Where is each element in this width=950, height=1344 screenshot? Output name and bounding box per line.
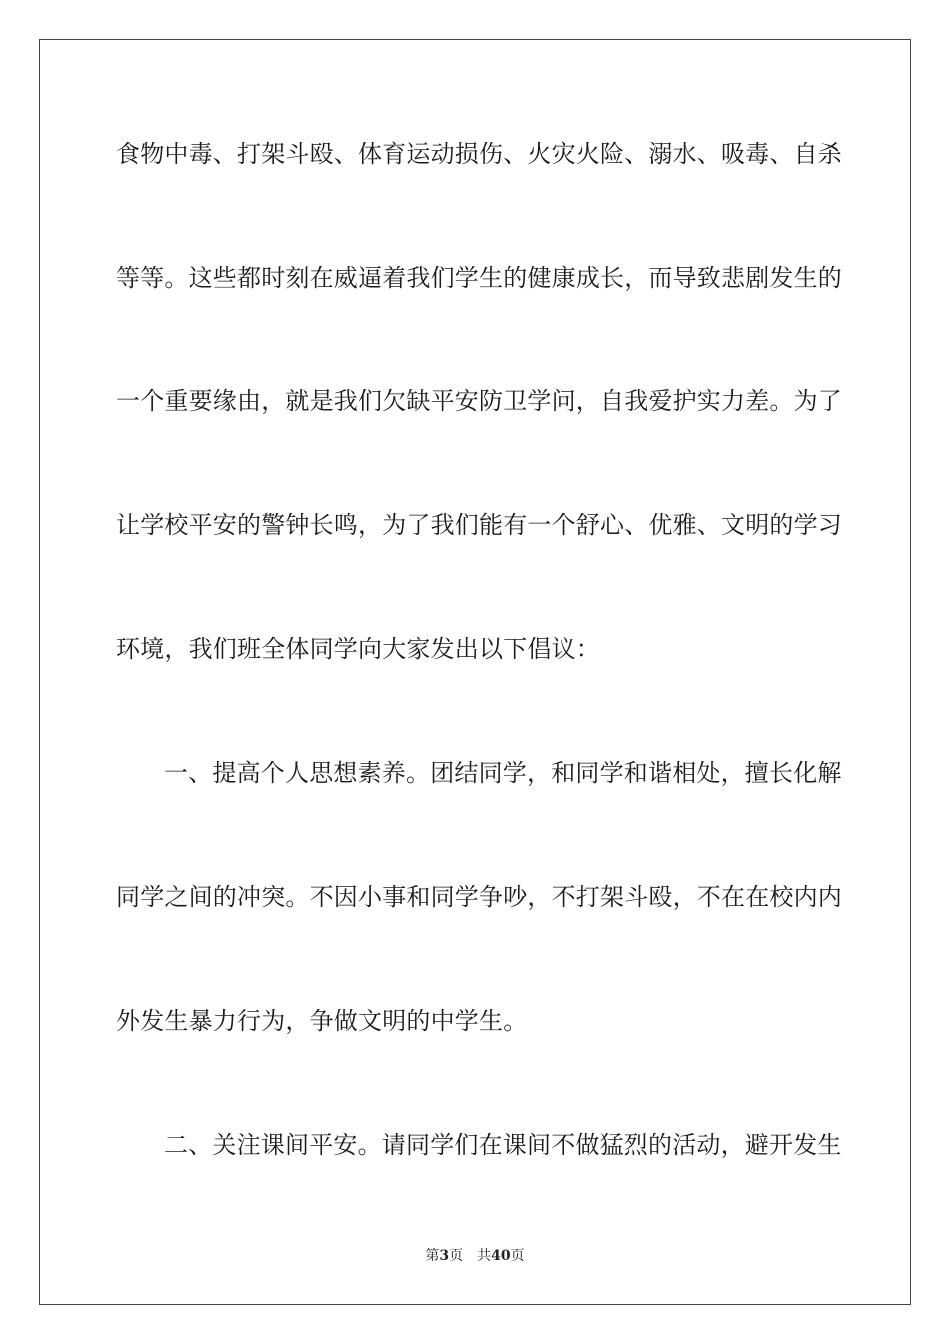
page-footer: [0, 1247, 950, 1265]
footer-total-suffix: 页: [510, 1248, 525, 1264]
body-line-7: 同学之间的冲突。不因小事和同学争吵，不打架斗殴，不在在校内内: [116, 883, 842, 911]
body-line-9: 二、关注课间平安。请同学们在课间不做猛烈的活动，避开发生: [164, 1131, 842, 1159]
page-frame: [39, 39, 911, 1305]
body-line-4: 让学校平安的警钟长鸣，为了我们能有一个舒心、优雅、文明的学习: [116, 511, 842, 539]
body-line-5: 环境，我们班全体同学向大家发出以下倡议：: [116, 635, 600, 663]
footer-page-number: 3: [439, 1248, 450, 1264]
body-line-6: 一、提高个人思想素养。团结同学，和同学和谐相处，擅长化解: [164, 759, 842, 787]
body-line-2: 等等。这些都时刻在威逼着我们学生的健康成长，而导致悲剧发生的: [116, 264, 842, 292]
body-line-8: 外发生暴力行为，争做文明的中学生。: [116, 1007, 528, 1035]
body-line-3: 一个重要缘由，就是我们欠缺平安防卫学问，自我爱护实力差。为了: [116, 387, 842, 415]
footer-page-prefix: 第: [425, 1248, 440, 1264]
body-line-1: 食物中毒、打架斗殴、体育运动损伤、火灾火险、溺水、吸毒、自杀: [116, 140, 842, 168]
footer-page-suffix: 页: [449, 1248, 464, 1264]
footer-total-prefix: 共: [477, 1248, 492, 1264]
footer-total-pages: 40: [491, 1248, 511, 1264]
